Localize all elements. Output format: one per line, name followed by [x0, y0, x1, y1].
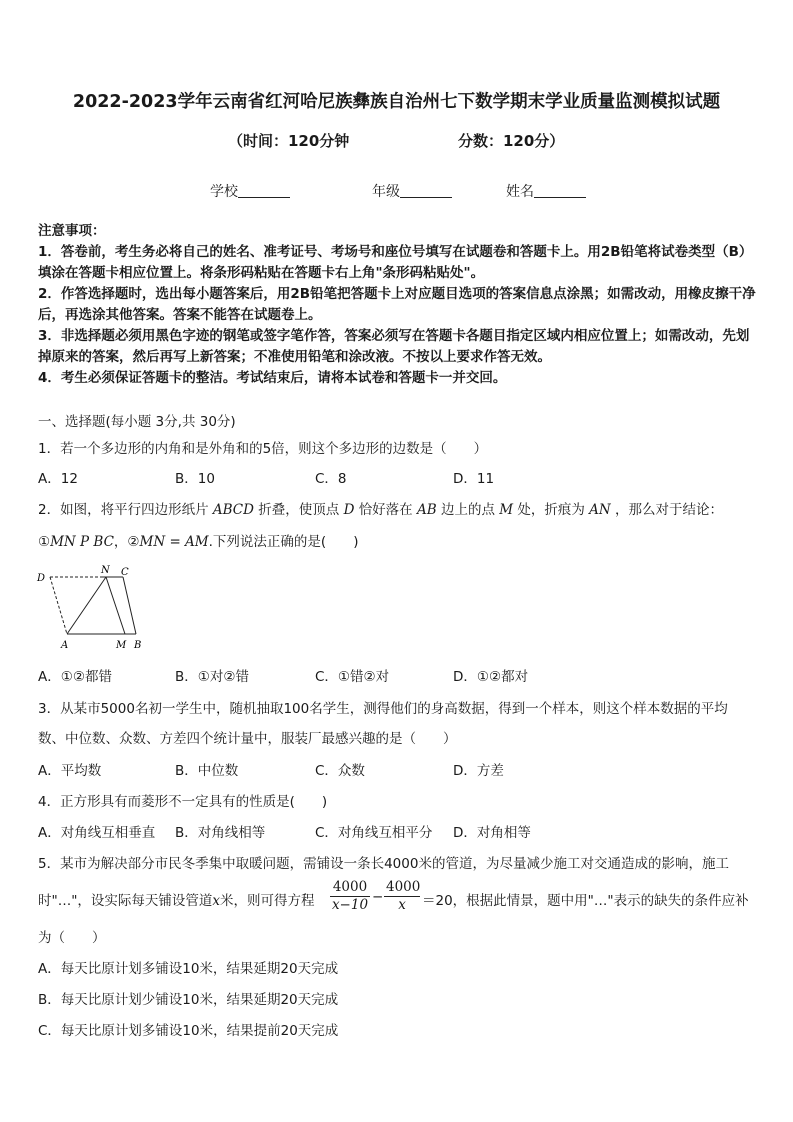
exam-time: （时间：120分钟 — [228, 132, 350, 150]
q5-text: 时"…"，设实际每天铺设管道 — [38, 893, 213, 909]
label-d: D — [37, 573, 46, 584]
q5-stem-line3: 为（ ） — [38, 930, 106, 946]
q5-fraction-1 — [330, 879, 370, 914]
q5-stem-line2-a — [38, 889, 315, 909]
q2-text: 恰好落在 — [358, 502, 413, 518]
q2-text: 边上的点 — [440, 502, 495, 518]
q2-math: M — [499, 502, 514, 518]
q5-var-x: x — [212, 893, 221, 909]
q2-math: MN P BC — [50, 534, 114, 550]
q4-option-a[interactable]: A．对角线互相垂直 — [38, 825, 156, 841]
label-a: A — [61, 640, 69, 651]
q2-text: ① — [38, 534, 51, 550]
q1-stem: 1．若一个多边形的内角和是外角和的5倍，则这个多边形的边数是（ ） — [38, 441, 488, 457]
notice-item: 2．作答选择题时，选出每小题答案后，用2B铅笔把答题卡上对应题目选项的答案信息点涂黑；如需改动，用橡皮擦干净后，再选涂其他答案。答案不能答在试题卷上。 — [38, 286, 756, 323]
q5-stem-line2-c: ＝20，根据此情景，题中用"…"表示的缺失的条件应补 — [422, 893, 749, 909]
segment-nm — [106, 577, 125, 634]
section-heading: 一、选择题(每小题 3分,共 30分) — [38, 414, 236, 430]
q2-text: 处，折痕为 — [517, 502, 585, 518]
label-m: M — [116, 640, 127, 651]
q2-text: ，② — [113, 534, 140, 550]
name-field — [506, 181, 586, 201]
q2-text: 2．如图，将平行四边形纸片 — [38, 502, 209, 518]
fraction-numerator: 4000 — [386, 879, 421, 895]
grade-blank[interactable] — [400, 183, 452, 198]
school-field — [210, 181, 290, 201]
q2-option-c[interactable]: C．①错②对 — [315, 669, 390, 685]
fraction-numerator: 4000 — [330, 879, 370, 897]
notice-block — [38, 221, 760, 389]
q4-option-d[interactable]: D．对角相等 — [453, 825, 531, 841]
label-c: C — [121, 567, 129, 578]
q3-stem-line2: 数、中位数、众数、方差四个统计量中，服装厂最感兴趣的是（ ） — [38, 731, 457, 747]
notice-item: 1．答卷前，考生务必将自己的姓名、准考证号、考场号和座位号填写在试题卷和答题卡上。用2B铅笔将试卷类型（B）填涂在答题卡相应位置上。将条形码粘贴在答题卡右上角"条形码粘贴处"。 — [38, 244, 753, 281]
label-b: B — [134, 640, 142, 651]
q2-option-d[interactable]: D．①②都对 — [453, 669, 529, 685]
name-blank[interactable] — [534, 183, 586, 198]
grade-label: 年级 — [372, 184, 400, 200]
label-n: N — [101, 565, 110, 576]
q2-math: ABCD — [212, 502, 254, 518]
q2-option-a[interactable]: A．①②都错 — [38, 669, 112, 685]
q5-option-c[interactable]: C．每天比原计划多铺设10米，结果提前20天完成 — [38, 1023, 339, 1039]
school-label: 学校 — [210, 184, 238, 200]
q1-option-b[interactable]: B．10 — [175, 471, 215, 487]
notice-item: 3．非选择题必须用黑色字迹的钢笔或签字笔作答，答案必须写在答题卡各题目指定区域内相应位置上；如需改动，先划掉原来的答案，然后再写上新答案；不准使用铅笔和涂改液。不按以上要求作答无效。 — [38, 328, 750, 365]
exam-title: 2022-2023学年云南省红河哈尼族彝族自治州七下数学期末学业质量监测模拟试题 — [72, 92, 721, 112]
q3-stem-line1: 3．从某市5000名初一学生中，随机抽取100名学生，测得他们的身高数据，得到一个样本，则这个样本数据的平均 — [38, 701, 728, 717]
q3-option-d[interactable]: D．方差 — [453, 763, 504, 779]
q2-math: D — [343, 502, 355, 518]
q1-option-c[interactable]: C．8 — [315, 471, 347, 487]
q5-fraction-2 — [384, 879, 420, 914]
school-blank[interactable] — [238, 183, 290, 198]
exam-score: 分数：120分） — [458, 132, 565, 150]
q2-figure — [34, 563, 154, 653]
fraction-denominator: x — [398, 897, 406, 913]
q4-option-b[interactable]: B．对角线相等 — [175, 825, 266, 841]
q5-option-a[interactable]: A．每天比原计划多铺设10米，结果延期20天完成 — [38, 961, 339, 977]
fraction-denominator: x−10 — [331, 897, 369, 913]
q2-text: ，那么对于结论： — [615, 502, 724, 518]
q5-text: 米，则可得方程 — [220, 893, 315, 909]
name-label: 姓名 — [506, 184, 534, 200]
grade-field — [372, 181, 452, 201]
q1-option-a[interactable]: A．12 — [38, 471, 78, 487]
q4-stem: 4．正方形具有而菱形不一定具有的性质是( ) — [38, 794, 328, 810]
q5-option-b[interactable]: B．每天比原计划少铺设10米，结果延期20天完成 — [38, 992, 339, 1008]
q5-stem-line1: 5．某市为解决部分市民冬季集中取暖问题，需铺设一条长4000米的管道，为尽量减少施工对交通造成的影响，施工 — [38, 856, 729, 872]
q2-conclusions — [38, 530, 358, 550]
fold-dashed-left — [50, 577, 67, 634]
q4-option-c[interactable]: C．对角线互相平分 — [315, 825, 433, 841]
q2-math: AB — [416, 502, 437, 518]
q2-stem — [38, 498, 723, 518]
q1-option-d[interactable]: D．11 — [453, 471, 495, 487]
edge-cb — [123, 577, 136, 634]
notice-heading: 注意事项： — [38, 223, 106, 239]
q2-option-b[interactable]: B．①对②错 — [175, 669, 249, 685]
q3-option-a[interactable]: A．平均数 — [38, 763, 102, 779]
q3-option-b[interactable]: B．中位数 — [175, 763, 239, 779]
notice-item: 4．考生必须保证答题卡的整洁。考试结束后，请将本试卷和答题卡一并交回。 — [38, 370, 507, 386]
q2-text: .下列说法正确的是( ) — [208, 534, 359, 550]
fold-line-an — [67, 577, 106, 634]
q2-math: MN = AM — [139, 534, 209, 550]
q2-math: AN — [589, 502, 611, 518]
q5-minus: − — [372, 889, 384, 905]
q2-text: 折叠，使顶点 — [258, 502, 340, 518]
q3-option-c[interactable]: C．众数 — [315, 763, 365, 779]
